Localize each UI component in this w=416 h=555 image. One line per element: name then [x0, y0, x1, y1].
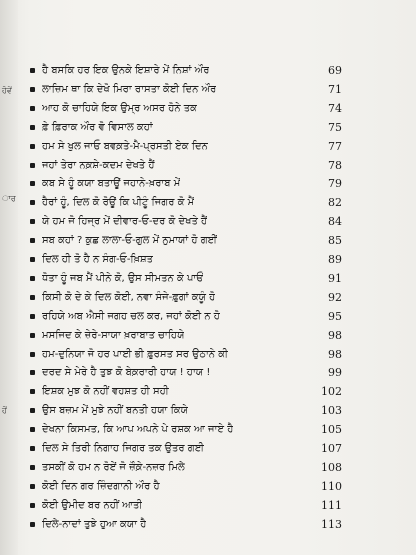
- toc-entry-page-number: 98: [328, 328, 342, 342]
- toc-entry: [30, 289, 342, 306]
- toc-entry: [30, 251, 342, 268]
- toc-entry-title: ਆਹ ਕੋ ਚਾਹਿਯੇ ਇਕ ਉਮ੍ਰ ਅਸਰ ਹੋਨੇ ਤਕ: [42, 102, 197, 114]
- bullet-icon: [30, 427, 35, 432]
- bullet-icon: [30, 200, 35, 205]
- toc-entry-title: ਦਰਦ ਸੇ ਮੇਰੇ ਹੈ ਤੁਝ ਕੋ ਬੇਕ਼ਰਾਰੀ ਹਾਯ ! ਹਾਯ !: [42, 367, 211, 379]
- toc-entry-title: ਹਮ-ਦੁਨਿਯਾ ਜੋ ਹਰ ਪਾਈ ਭੀ ਫ਼ੁਰਸਤ ਸਰ ਉਠਾਨੇ ਕੀ: [42, 348, 229, 360]
- toc-entry-page-number: 71: [328, 82, 342, 96]
- edge-text-fragment: ਹੋਂ: [2, 406, 7, 415]
- toc-entry-title: ਹਮ ਸੇ ਖੁਲ ਜਾਓ ਬਵਕ਼ਤੇ-ਮੈ-ਪ੍ਰਸਤੀ ਏਕ ਦਿਨ: [42, 140, 208, 152]
- toc-entry-page-number: 79: [328, 177, 342, 191]
- toc-entry-page-number: 92: [328, 290, 342, 304]
- bullet-icon: [30, 314, 35, 319]
- toc-entry-page-number: 91: [328, 271, 342, 285]
- toc-entry-page-number: 82: [328, 196, 342, 210]
- toc-entry-title: ਮਸਜਿਦ ਕੇ ਜ਼ੇਰੇ-ਸਾਯਾ ਖ਼ਰਾਬਾਤ ਚਾਹਿਯੇ: [42, 329, 185, 341]
- toc-entry-title: ਯੇ ਹਮ ਜੋ ਹਿਜ੍ਰ ਮੇਂ ਦੀਵਾਰ-ਓ-ਦਰ ਕੋ ਦੇਖਤੇ ਹੈਂ: [42, 216, 208, 228]
- toc-entry: [30, 175, 342, 192]
- bullet-icon: [30, 68, 35, 73]
- toc-entry-page-number: 89: [328, 253, 342, 266]
- toc-entry-title: ਕਬ ਸੇ ਹੂੰ ਕਯਾ ਬਤਾਊਂ ਜਹਾਨੇ-ਖ਼ਰਾਬ ਮੇਂ: [42, 178, 181, 190]
- toc-entry: [30, 308, 342, 325]
- toc-entry: [30, 421, 342, 438]
- edge-text-fragment: ਹੋਵੇਂ: [2, 86, 12, 95]
- bullet-icon: [30, 370, 35, 375]
- bullet-icon: [30, 125, 35, 130]
- toc-entry: [30, 194, 342, 211]
- bullet-icon: [30, 276, 35, 281]
- toc-entry-page-number: 78: [328, 158, 342, 172]
- toc-entry-title: ਜਹਾਂ ਤੇਰਾ ਨਕ਼ਸ਼ੇ-ਕਦਮ ਦੇਖਤੇ ਹੈਂ: [42, 159, 155, 171]
- toc-entry-page-number: 107: [321, 442, 342, 455]
- bullet-icon: [30, 257, 35, 262]
- toc-entry-title: ਉਸ ਬਜ਼ਮ ਮੇਂ ਮੁਝੇ ਨਹੀਂ ਬਨਤੀ ਹਯਾ ਕਿਯੇ: [42, 405, 188, 417]
- toc-entry: [30, 232, 342, 249]
- toc-entry-page-number: 69: [328, 64, 342, 77]
- bullet-icon: [30, 295, 35, 300]
- edge-text-fragment: ਾਰ: [2, 194, 16, 203]
- toc-entry: [30, 62, 342, 79]
- toc-entry: [30, 459, 342, 476]
- bullet-icon: [30, 333, 35, 338]
- toc-entry-title: ਦਿਲ ਸੇ ਤਿਰੀ ਨਿਗਾਹ ਜਿਗਰ ਤਕ ਉਤਰ ਗਈ: [42, 443, 204, 454]
- toc-entry: [30, 100, 342, 117]
- bullet-icon: [30, 238, 35, 243]
- toc-entry-title: ਕੋਈ ਦਿਨ ਗਰ ਜ਼ਿੰਦਗਾਨੀ ਔਰ ਹੈ: [42, 480, 160, 492]
- bullet-icon: [30, 389, 35, 394]
- toc-entry-page-number: 102: [321, 385, 342, 399]
- toc-entry-page-number: 85: [328, 234, 342, 248]
- toc-entry: [30, 383, 342, 400]
- toc-entry-page-number: 95: [328, 309, 342, 323]
- toc-entry-title: ਇਸ਼ਕ ਮੁਝ ਕੋ ਨਹੀਂ ਵਹਸ਼ਤ ਹੀ ਸਹੀ: [42, 386, 169, 398]
- toc-entry-title: ਦੇਖਨਾ ਕਿਸਮਤ, ਕਿ ਆਪ ਅਪਨੇ ਪੇ ਰਸ਼ਕ ਆ ਜਾਏ ਹੈ: [42, 424, 234, 436]
- toc-entry-title: ਸਬ ਕਹਾਂ ? ਕੁਛ ਲਾਲਾ-ਓ-ਗੁਲ ਮੇਂ ਨੁਮਾਯਾਂ ਹੋ ਗਈਂ: [42, 235, 217, 247]
- toc-entry-page-number: 77: [328, 139, 342, 153]
- toc-entry: [30, 213, 342, 230]
- toc-entry-title: ਲਾਜ਼ਿਮ ਥਾ ਕਿ ਦੇਖੋ ਮਿਰਾ ਰਾਸਤਾ ਕੋਈ ਦਿਨ ਔਰ: [42, 83, 217, 95]
- toc-entry: [30, 516, 342, 533]
- toc-entry-page-number: 74: [328, 101, 342, 115]
- bullet-icon: [30, 219, 35, 224]
- toc-entry-page-number: 111: [321, 498, 342, 512]
- toc-entry: [30, 327, 342, 344]
- toc-entry-page-number: 105: [321, 423, 342, 437]
- bullet-icon: [30, 106, 35, 111]
- toc-entry: [30, 138, 342, 155]
- bullet-icon: [30, 465, 35, 470]
- toc-entry-title: ਕੋਈ ਉਮੀਦ ਬਰ ਨਹੀਂ ਆਤੀ: [42, 499, 143, 511]
- bullet-icon: [30, 144, 35, 149]
- toc-entry-title: ਫ਼ੇ ਫ਼ਿਰਾਕ ਔਰ ਵੋ ਵਿਸਾਲ ਕਹਾਂ: [42, 121, 153, 133]
- toc-entry: [30, 157, 342, 174]
- bullet-icon: [30, 352, 35, 357]
- bullet-icon: [30, 163, 35, 168]
- bullet-icon: [30, 522, 35, 527]
- bullet-icon: [30, 446, 35, 451]
- toc-entry-page-number: 99: [328, 366, 342, 380]
- bullet-icon: [30, 503, 35, 508]
- toc-entry-page-number: 75: [328, 120, 342, 134]
- toc-entry-title: ਦਿਲੇ-ਨਾਦਾਂ ਤੁਝੇ ਹੁਆ ਕਯਾ ਹੈ: [42, 518, 147, 530]
- toc-entry: [30, 478, 342, 495]
- bullet-icon: [30, 484, 35, 489]
- toc-entry-page-number: 98: [328, 347, 342, 361]
- toc-entry: [30, 81, 342, 98]
- toc-entry-title: ਤਸਕੀਂ ਕੋ ਹਮ ਨ ਰੋਏਂ ਜੋ ਜ਼ੌਕ਼ੇ-ਨਜ਼ਰ ਮਿਲੇ: [42, 461, 185, 473]
- toc-entry-title: ਕਿਸੀ ਕੋ ਦੇ ਕੇ ਦਿਲ ਕੋਈ, ਨਵਾ ਸੰਜੇ-ਫ਼ੁਗਾਂ ਕਯੂੰ ਹੋ: [42, 291, 216, 303]
- toc-entry: [30, 119, 342, 136]
- toc-entry-title: ਹੈਰਾਂ ਹੂੰ, ਦਿਲ ਕੋ ਰੋਊਂ ਕਿ ਪੀਟੂੰ ਜਿਗਰ ਕੋ ਮੈਂ: [42, 197, 195, 209]
- toc-entry-title: ਹੈ ਬਸਕਿ ਹਰ ਇਕ ਉਨਕੇ ਇਸ਼ਾਰੇ ਮੇਂ ਨਿਸ਼ਾਂ ਔਰ: [42, 65, 210, 76]
- toc-entry-title: ਧੋਤਾ ਹੂੰ ਜਬ ਮੈਂ ਪੀਨੇ ਕੋ, ਉਸ ਸੀਮਤਨ ਕੇ ਪਾਓਂ: [42, 272, 204, 284]
- toc-entry: [30, 270, 342, 287]
- toc-entry: [30, 440, 342, 457]
- toc-entry-page-number: 103: [321, 404, 342, 418]
- toc-entry: [30, 497, 342, 514]
- toc-entry-page-number: 84: [328, 215, 342, 229]
- toc-entry: [30, 364, 342, 381]
- toc-entry: [30, 402, 342, 419]
- toc-entry-title: ਦਿਲ ਹੀ ਤੋ ਹੈ ਨ ਸੰਗ-ਓ-ਖ਼ਿਸ਼ਤ: [42, 254, 154, 265]
- toc-entry: [30, 346, 342, 363]
- bullet-icon: [30, 408, 35, 413]
- toc-entry-title: ਰਹਿਯੇ ਅਬ ਐਸੀ ਜਗਹ ਚਲ ਕਰ, ਜਹਾਂ ਕੋਈ ਨ ਹੋ: [42, 310, 220, 322]
- toc-entry-page-number: 110: [321, 479, 342, 493]
- bullet-icon: [30, 87, 35, 92]
- toc-entry-page-number: 113: [321, 517, 342, 531]
- bullet-icon: [30, 181, 35, 186]
- toc-entry-page-number: 108: [321, 460, 342, 474]
